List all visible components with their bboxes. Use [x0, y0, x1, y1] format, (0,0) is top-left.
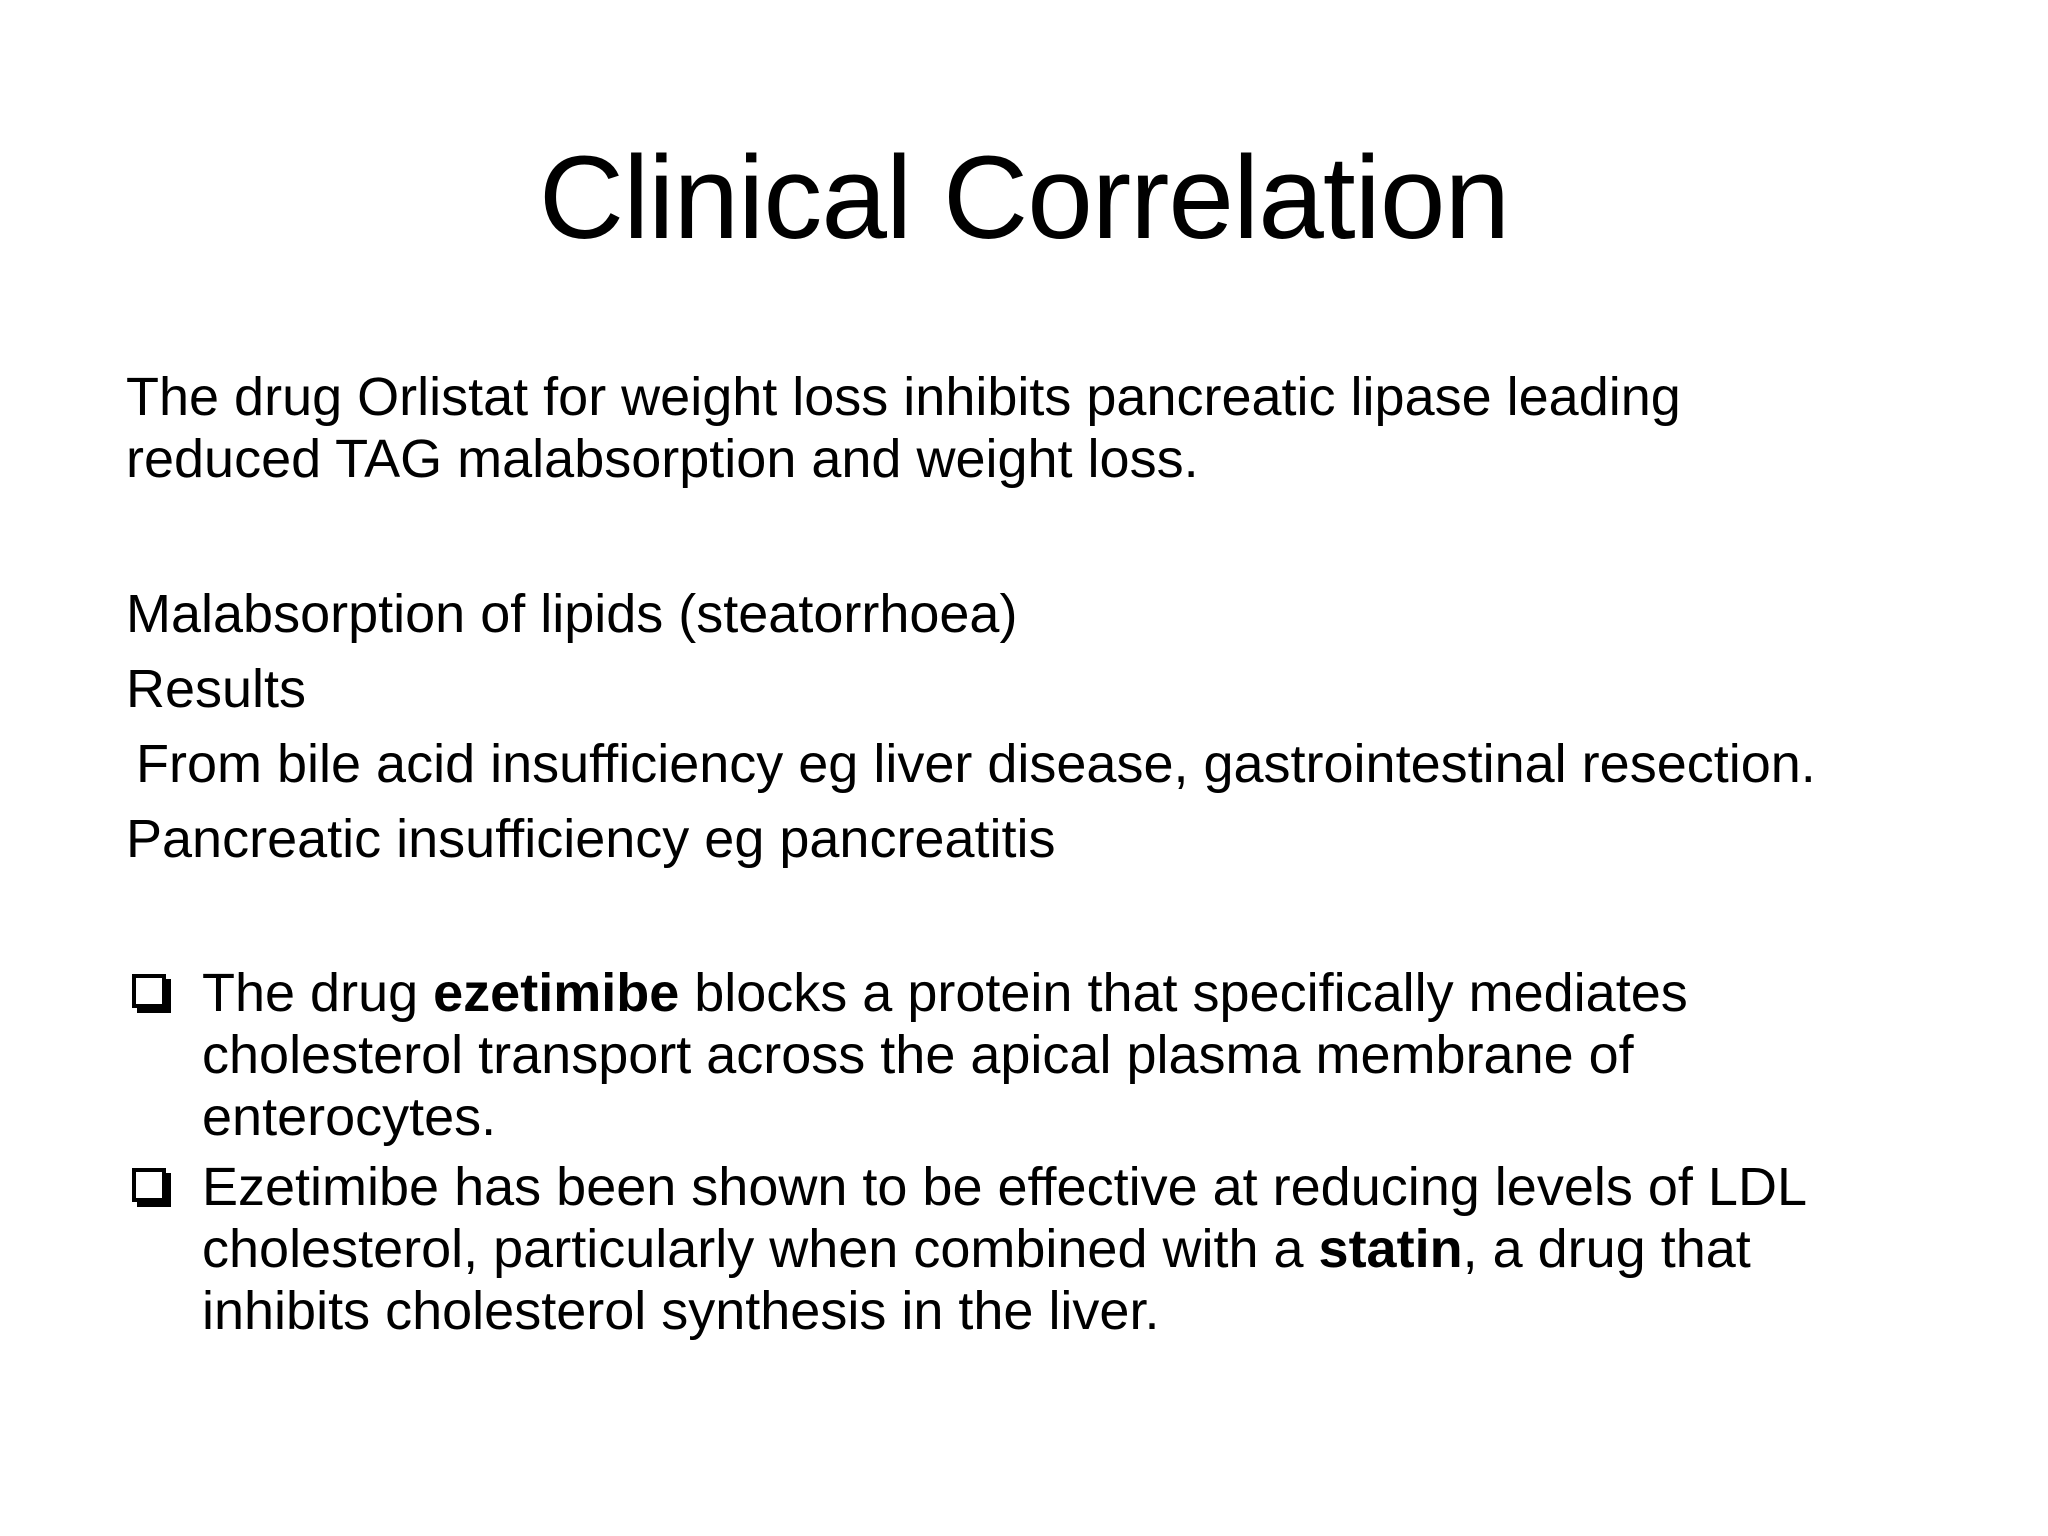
hollow-square-bullet-icon — [132, 1168, 166, 1202]
bullet-2-line-1: Ezetimibe has been shown to be effective at reducing levels of LDL — [202, 1157, 1807, 1217]
orlistat-line-1: The drug Orlistat for weight loss inhibits pancreatic lipase leading — [126, 367, 1681, 427]
pancreatic-line: Pancreatic insufficiency eg pancreatitis — [126, 809, 1056, 869]
slide-title: Clinical Correlation — [538, 132, 1510, 264]
results-line: Results — [126, 659, 307, 719]
bullet-1-line-1 — [202, 962, 1986, 1024]
bullet-2-text-post: , a drug that — [1462, 1219, 1751, 1279]
bullet-2-bold-term: statin — [1318, 1219, 1463, 1279]
bullet-1-bold-term: ezetimibe — [433, 963, 680, 1023]
bullet-list — [126, 962, 1986, 1342]
bullet-ezetimibe-mechanism — [126, 962, 1986, 1148]
malabsorption-line: Malabsorption of lipids (steatorrhoea) — [126, 584, 1018, 644]
bullet-2-line-3: inhibits cholesterol synthesis in the liver. — [202, 1281, 1160, 1341]
hollow-square-bullet-icon — [132, 974, 166, 1008]
orlistat-line-2: reduced TAG malabsorption and weight loss. — [126, 429, 1199, 489]
bullet-ezetimibe-effect — [126, 1156, 1986, 1342]
bullet-1-line-2: cholesterol transport across the apical plasma membrane of — [202, 1025, 1634, 1085]
bullet-1-line-3: enterocytes. — [202, 1087, 497, 1147]
bullet-2-text-pre: cholesterol, particularly when combined with a — [202, 1219, 1319, 1279]
bile-acid-line: From bile acid insufficiency eg liver disease, gastrointestinal resection. — [136, 734, 1816, 794]
bullet-1-text-post: blocks a protein that specifically mediates — [679, 963, 1688, 1023]
bullet-2-line-2 — [202, 1218, 1986, 1280]
bullet-1-text-pre: The drug — [202, 963, 434, 1023]
orlistat-paragraph — [126, 366, 1976, 490]
